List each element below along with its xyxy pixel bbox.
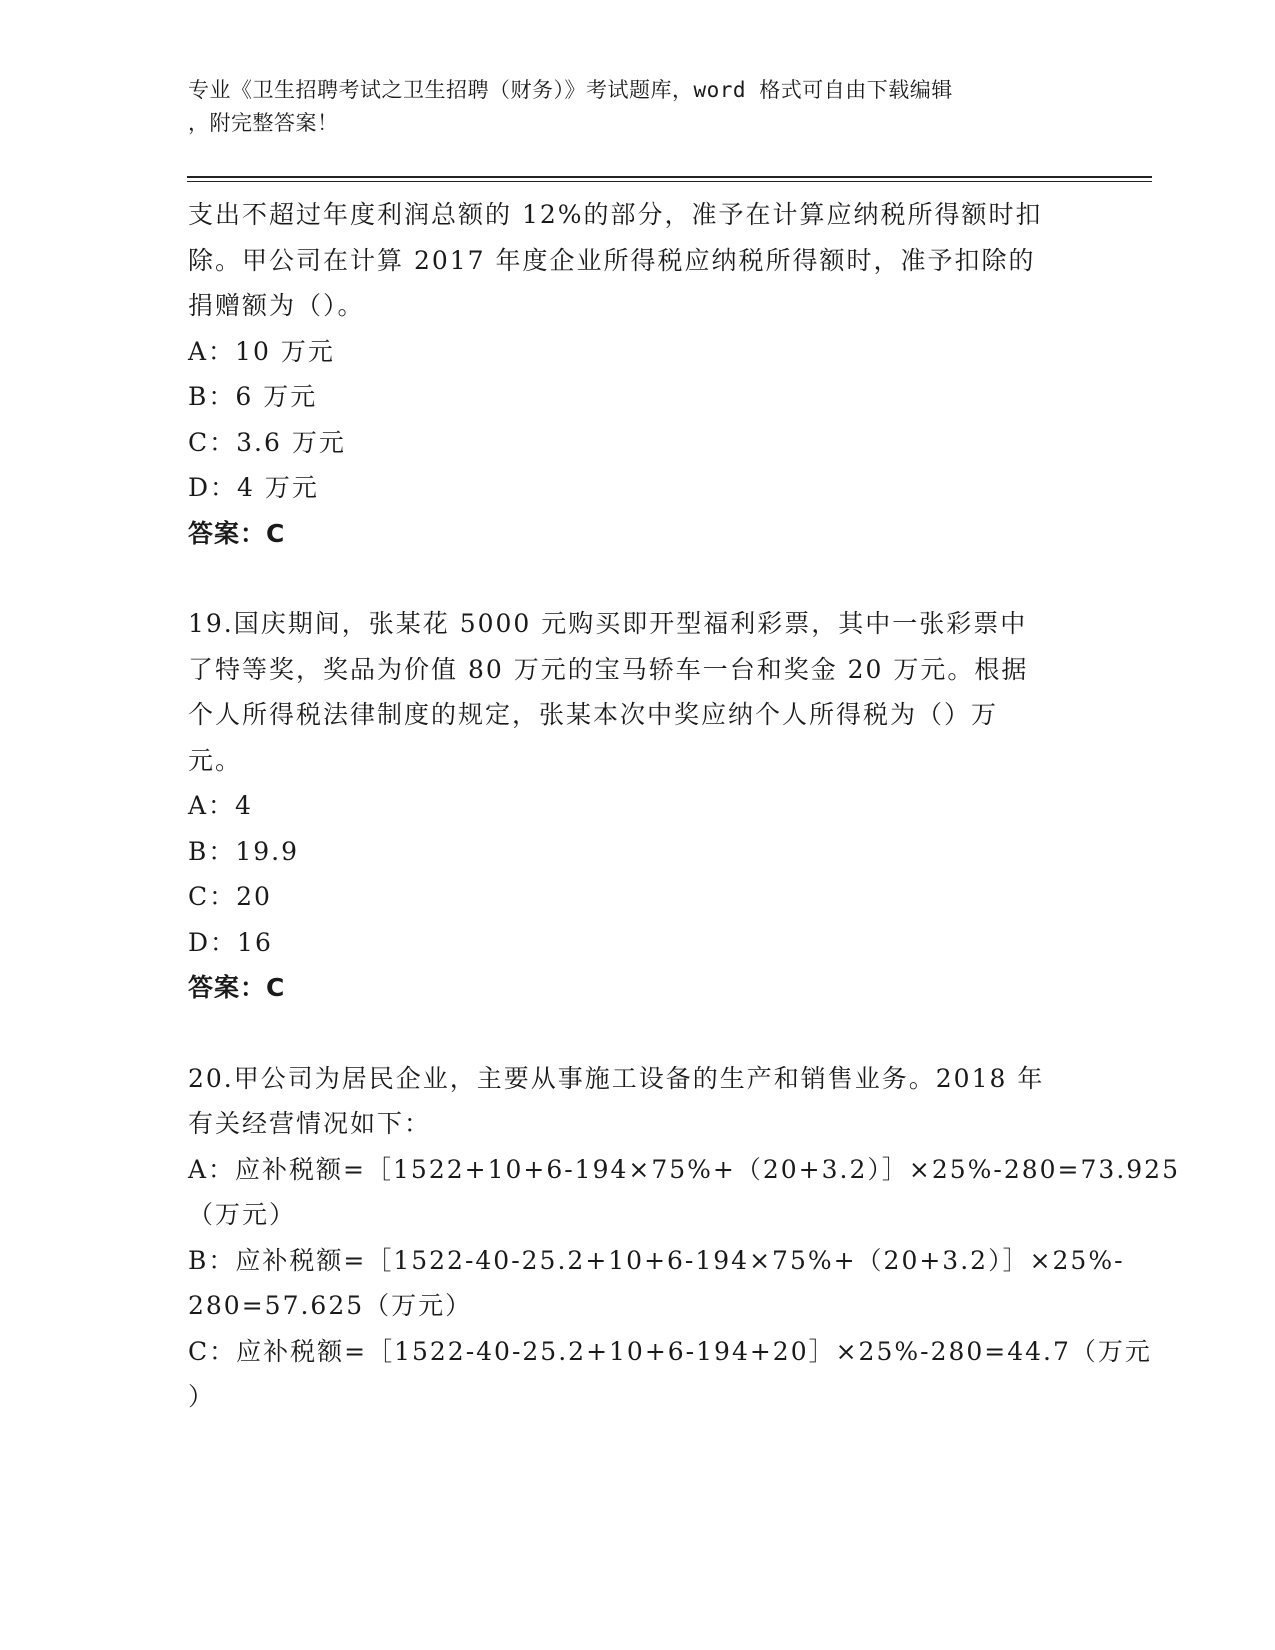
question-stem-line: 除。甲公司在计算 2017 年度企业所得税应纳税所得额时，准予扣除的: [188, 245, 1036, 275]
header-divider-thin: [187, 181, 1152, 182]
question-20: [188, 1056, 1180, 1420]
option-a: A：应补税额=［1522+10+6-194×75%+（20+3.2）］×25%-280=73.925: [188, 1154, 1180, 1184]
option-b: B：应补税额=［1522-40-25.2+10+6-194×75%+（20+3.2）］×25%-: [188, 1245, 1125, 1275]
spacer: [188, 556, 1088, 601]
option-c: C：应补税额=［1522-40-25.2+10+6-194+20］×25%-280=44.7（万元: [188, 1336, 1152, 1366]
spacer: [188, 1011, 1088, 1056]
question-stem-line: 了特等奖，奖品为价值 80 万元的宝马轿车一台和奖金 20 万元。根据: [188, 654, 1029, 684]
answer-label: 答案：C: [188, 973, 286, 1002]
option-a-continued: （万元）: [188, 1200, 297, 1229]
question-stem-line: 元。: [188, 745, 243, 775]
question-stem-line: 个人所得税法律制度的规定，张某本次中奖应纳个人所得税为（）万: [188, 700, 999, 729]
question-18: [188, 192, 1088, 556]
option-d: D：4 万元: [188, 473, 319, 502]
question-stem-line: 捐赠额为（）。: [188, 291, 365, 320]
header-line-2: ，附完整答案！: [188, 111, 339, 135]
question-stem-line: 20.甲公司为居民企业，主要从事施工设备的生产和销售业务。2018 年: [188, 1063, 1045, 1093]
option-b: B：6 万元: [188, 382, 318, 411]
option-a: A：10 万元: [188, 336, 335, 366]
header-divider-thick: [187, 176, 1152, 178]
option-a: A：4: [188, 791, 253, 820]
question-content: [188, 192, 1180, 1420]
question-stem-line: 19.国庆期间，张某花 5000 元购买即开型福利彩票，其中一张彩票中: [188, 609, 1028, 638]
option-c: C：3.6 万元: [188, 427, 346, 457]
option-c: C：20: [188, 882, 272, 911]
option-b: B：19.9: [188, 836, 300, 866]
option-b-continued: 280=57.625（万元）: [188, 1291, 473, 1320]
page-header: [188, 74, 1088, 140]
option-c-continued: ）: [188, 1382, 216, 1411]
question-stem-line: 有关经营情况如下：: [188, 1109, 432, 1138]
header-line-1: 专业《卫生招聘考试之卫生招聘（财务）》考试题库，word 格式可自由下载编辑: [188, 78, 953, 102]
option-d: D：16: [188, 927, 273, 957]
question-19: [188, 601, 1088, 1011]
answer-label: 答案：C: [188, 518, 286, 548]
question-stem-line: 支出不超过年度利润总额的 12%的部分，准予在计算应纳税所得额时扣: [188, 200, 1043, 229]
